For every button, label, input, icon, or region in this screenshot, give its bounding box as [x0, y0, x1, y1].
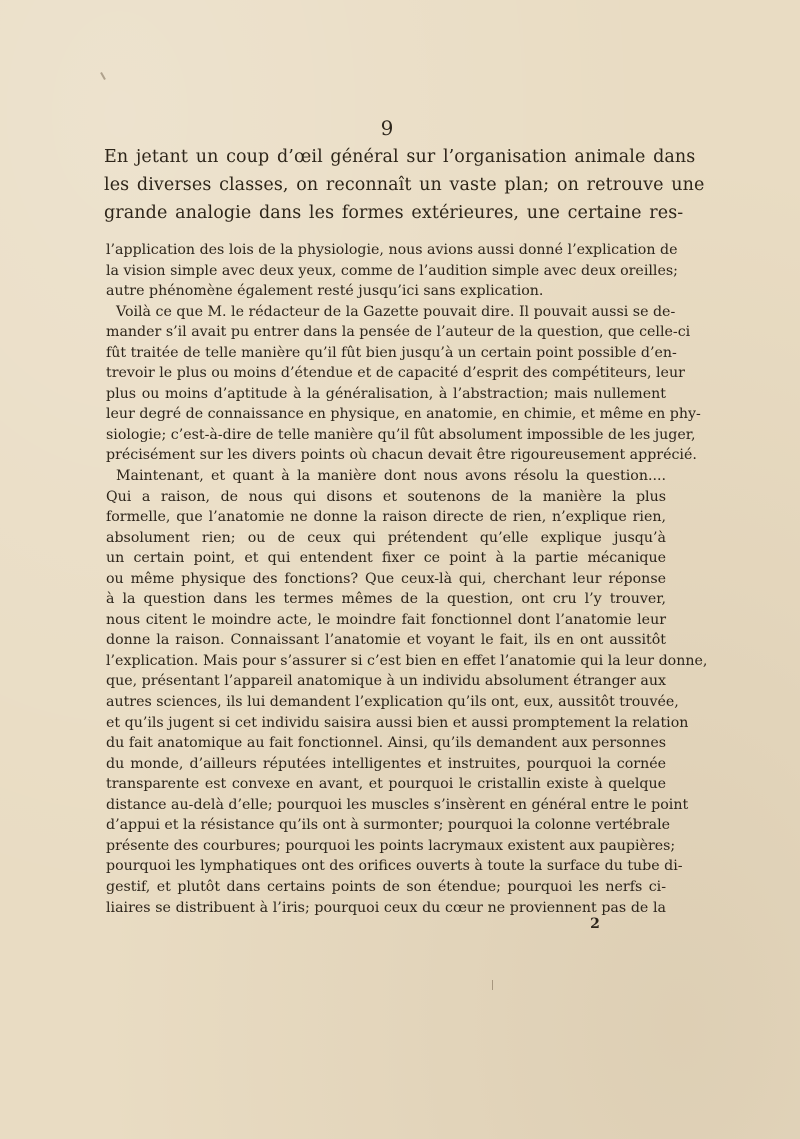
- text-line: Qui a raison, de nous qui disons et soutenons de la manière la plus: [106, 488, 666, 505]
- text-line: formelle, que l’anatomie ne donne la raison directe de rien, n’explique rien,: [106, 509, 666, 526]
- text-line: autres sciences, ils lui demandent l’explication qu’ils ont, eux, aussitôt trouvée,: [106, 694, 679, 711]
- text-line: gestif, et plutôt dans certains points de son étendue; pourquoi les nerfs ci-: [106, 878, 666, 895]
- body-text: [106, 240, 708, 918]
- text-line: distance au-delà d’elle; pourquoi les muscles s’insèrent en général entre le point: [106, 796, 689, 813]
- lead-paragraph: [104, 143, 705, 227]
- text-line: la vision simple avec deux yeux, comme de l’audition simple avec deux oreilles;: [106, 262, 678, 279]
- text-line: que, présentant l’appareil anatomique à un individu absolument étranger aux: [106, 673, 666, 690]
- text-line: mander s’il avait pu entrer dans la pensée de l’auteur de la question, que celle-ci: [106, 324, 691, 341]
- lead-line: grande analogie dans les formes extérieures, une certaine res-: [104, 203, 684, 223]
- text-line: un certain point, et qui entendent fixer ce point à la partie mécanique: [106, 550, 666, 567]
- text-line: l’application des lois de la physiologie, nous avions aussi donné l’explication de: [106, 242, 678, 258]
- text-line: transparente est convexe en avant, et pourquoi le cristallin existe à quelque: [106, 776, 666, 793]
- text-line: ou même physique des fonctions? Que ceux-là qui, cherchant leur réponse: [106, 570, 666, 587]
- text-line: donne la raison. Connaissant l’anatomie et voyant le fait, ils en ont aussitôt: [106, 632, 666, 649]
- text-line: du monde, d’ailleurs réputées intelligentes et instruites, pourquoi la cornée: [106, 755, 666, 772]
- signature-mark: 2: [590, 916, 600, 932]
- text-line: d’appui et la résistance qu’ils ont à surmonter; pourquoi la colonne vertébrale: [106, 817, 671, 834]
- text-line: leur degré de connaissance en physique, en anatomie, en chimie, et même en phy-: [106, 406, 701, 423]
- text-line: Voilà ce que M. le rédacteur de la Gazette pouvait dire. Il pouvait aussi se de-: [116, 303, 676, 320]
- text-line: présente des courbures; pourquoi les points lacrymaux existent aux paupières;: [106, 837, 676, 854]
- text-line: autre phénomène également resté jusqu’ici sans explication.: [106, 283, 544, 300]
- lead-line: les diverses classes, on reconnaît un vaste plan; on retrouve une: [104, 175, 705, 195]
- text-line: trevoir le plus ou moins d’étendue et de capacité d’esprit des compétiteurs, leur: [106, 365, 685, 382]
- page-number: 9: [380, 116, 394, 140]
- text-line: du fait anatomique au fait fonctionnel. Ainsi, qu’ils demandent aux personnes: [106, 735, 666, 752]
- text-line: plus ou moins d’aptitude à la généralisation, à l’abstraction; mais nullement: [106, 385, 666, 402]
- lead-line: En jetant un coup d’œil général sur l’organisation animale dans: [104, 147, 696, 167]
- text-line: siologie; c’est-à-dire de telle manière qu’il fût absolument impossible de les juger,: [106, 426, 696, 443]
- text-line: précisément sur les divers points où chacun devait être rigoureusement apprécié.: [106, 447, 697, 464]
- paper-speck: [492, 980, 493, 990]
- text-line: nous citent le moindre acte, le moindre fait fonctionnel dont l’anatomie leur: [106, 611, 666, 628]
- paper-speck: [100, 72, 106, 80]
- text-line: absolument rien; ou de ceux qui prétendent qu’elle explique jusqu’à: [106, 529, 666, 546]
- text-line: fût traitée de telle manière qu’il fût bien jusqu’à un certain point possible d’en-: [106, 344, 677, 361]
- text-line: Maintenant, et quant à la manière dont nous avons résolu la question....: [116, 468, 666, 485]
- text-line: l’explication. Mais pour s’assurer si c’est bien en effet l’anatomie qui la leur donne,: [106, 652, 708, 669]
- text-line: liaires se distribuent à l’iris; pourquoi ceux du cœur ne proviennent pas de la: [106, 899, 666, 916]
- text-line: pourquoi les lymphatiques ont des orifices ouverts à toute la surface du tube di-: [106, 858, 683, 875]
- text-line: à la question dans les termes mêmes de la question, ont cru l’y trouver,: [106, 591, 666, 608]
- text-line: et qu’ils jugent si cet individu saisira aussi bien et aussi promptement la relation: [106, 714, 689, 731]
